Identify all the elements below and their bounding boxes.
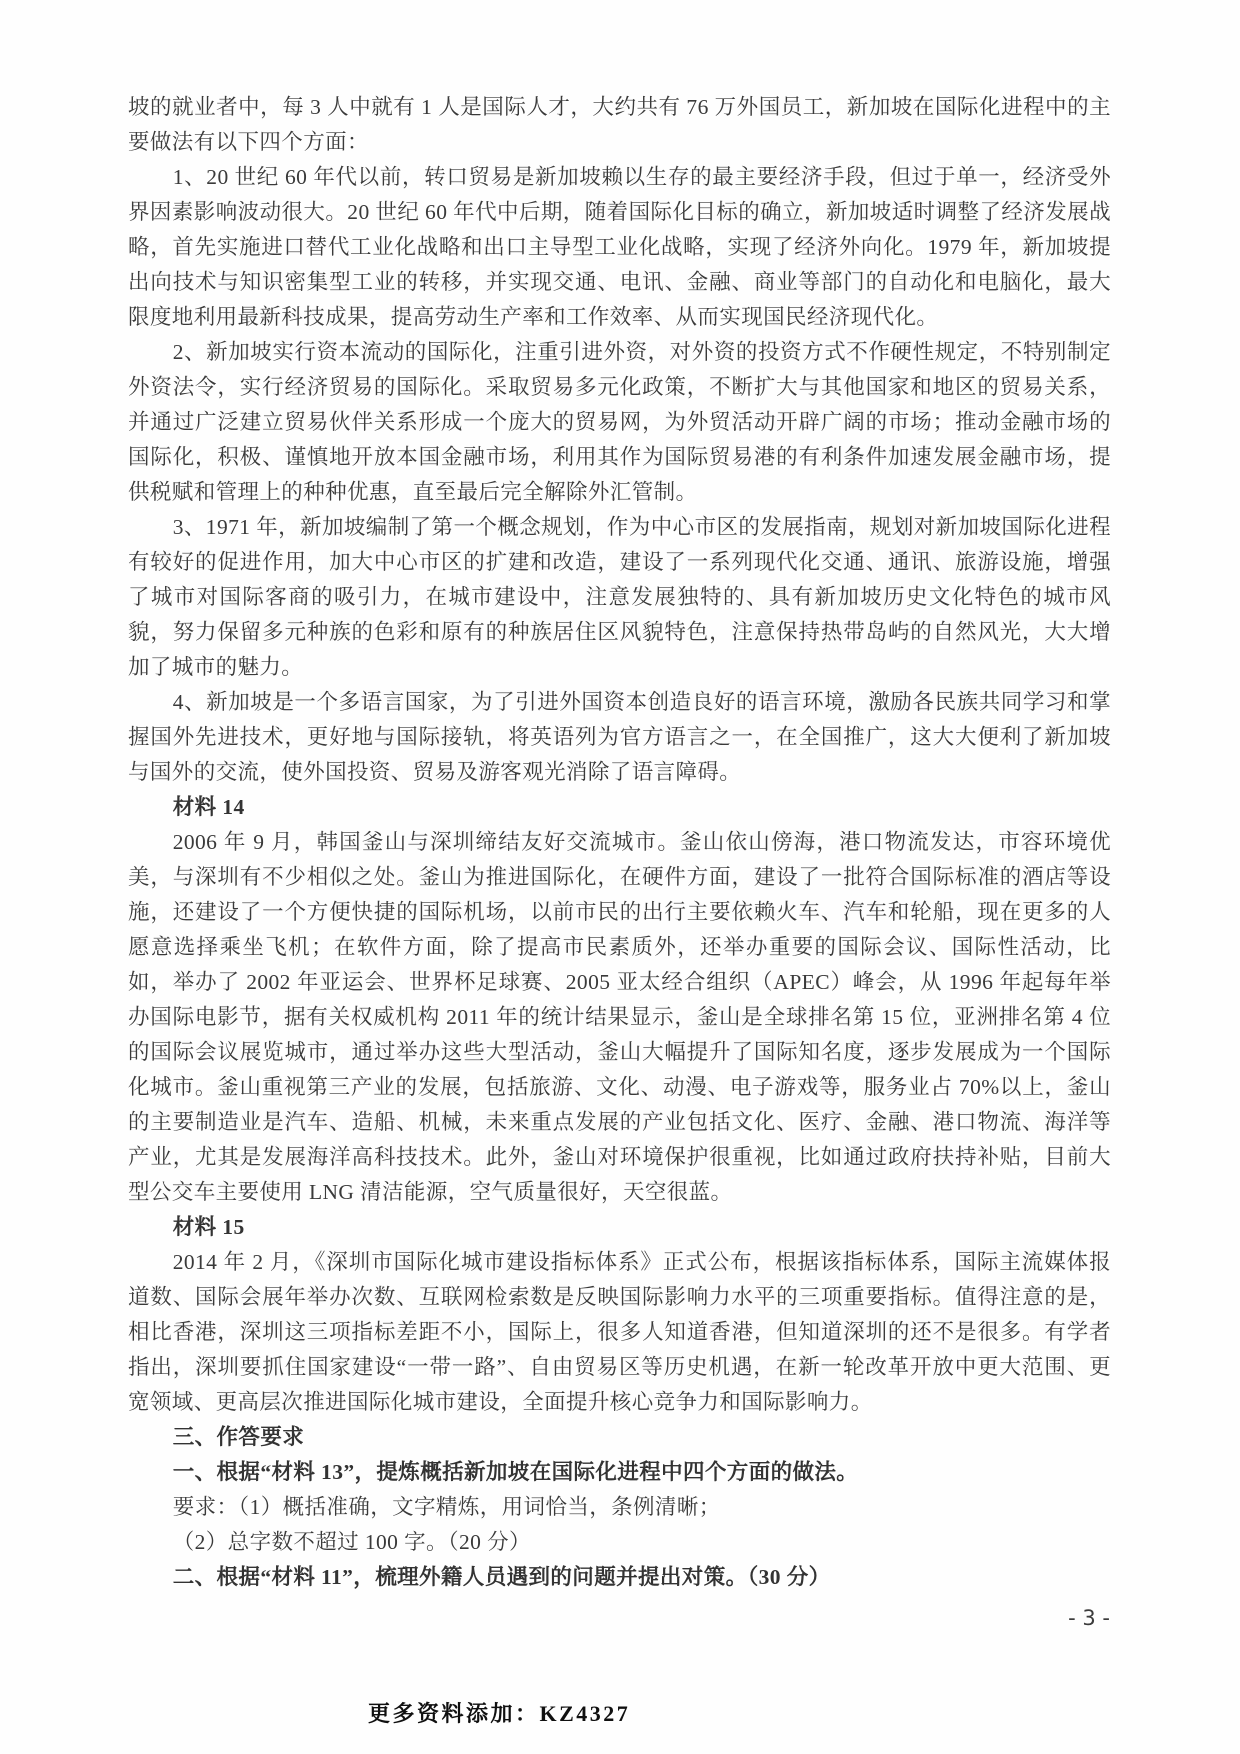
paragraph-point-4: 4、新加坡是一个多语言国家，为了引进外国资本创造良好的语言环境，激励各民族共同学习和掌握国外先进技术，更好地与国际接轨，将英语列为官方语言之一，在全国推广，这大大便利了新加坡与国外的交流，使外国投资、贸易及游客观光消除了语言障碍。 [128, 690, 1111, 784]
material-15-heading: 材料 15 [172, 1215, 245, 1239]
question-2-text: 二、根据“材料 11”，梳理外籍人员遇到的问题并提出对策。（30 分） [172, 1565, 831, 1589]
question-1-requirement-2: （2）总字数不超过 100 字。（20 分） [172, 1530, 531, 1554]
material-14-paragraph: 2006 年 9 月，韩国釜山与深圳缔结友好交流城市。釜山依山傍海，港口物流发达，市容环境优美，与深圳有不少相似之处。釜山为推进国际化，在硬件方面，建设了一批符合国际标准的酒店等设施，还建设了一个方便快捷的国际机场，以前市民的出行主要依赖火车、汽车和轮船，现在更多的人愿意选择乘坐飞机；在软件方面，除了提高市民素质外，还举办重要的国际会议、国际性活动，比如，举办了 2002 年亚运会、世界杯足球赛、2005 亚太经合组织（APEC）峰会，从 1996 年起每年举办国际电影节，据有关权威机构 2011 年的统计结果显示，釜山是全球排名第 15 位，亚洲排名第 4 位的国际会议展览城市，通过举办这些大型活动，釜山大幅提升了国际知名度，逐步发展成为一个国际化城市。釜山重视第三产业的发展，包括旅游、文化、动漫、电子游戏等，服务业占 70%以上，釜山的主要制造业是汽车、造船、机械，未来重点发展的产业包括文化、医疗、金融、港口物流、海洋等产业，尤其是发展海洋高科技技术。此外，釜山对环境保护很重视，比如通过政府扶持补贴，目前大型公交车主要使用 LNG 清洁能源，空气质量很好，天空很蓝。 [128, 830, 1111, 1204]
page-number: - 3 - [1068, 1606, 1110, 1630]
material-14-heading: 材料 14 [172, 795, 245, 819]
paragraph-continued-intro: 坡的就业者中，每 3 人中就有 1 人是国际人才，大约共有 76 万外国员工，新加坡在国际化进程中的主要做法有以下四个方面： [128, 95, 1111, 154]
question-1-text: 一、根据“材料 13”，提炼概括新加坡在国际化进程中四个方面的做法。 [172, 1460, 859, 1484]
document-body [128, 90, 1111, 1595]
paragraph-point-2: 2、新加坡实行资本流动的国际化，注重引进外资，对外资的投资方式不作硬性规定，不特别制定外资法令，实行经济贸易的国际化。采取贸易多元化政策，不断扩大与其他国家和地区的贸易关系，并通过广泛建立贸易伙伴关系形成一个庞大的贸易网，为外贸活动开辟广阔的市场；推动金融市场的国际化，积极、谨慎地开放本国金融市场，利用其作为国际贸易港的有利条件加速发展金融市场，提供税赋和管理上的种种优惠，直至最后完全解除外汇管制。 [128, 340, 1111, 504]
footer-watermark: 更多资料添加：KZ4327 [368, 1701, 631, 1726]
material-15-paragraph: 2014 年 2 月，《深圳市国际化城市建设指标体系》正式公布，根据该指标体系，国际主流媒体报道数、国际会展年举办次数、互联网检索数是反映国际影响力水平的三项重要指标。值得注意的是，相比香港，深圳这三项指标差距不小，国际上，很多人知道香港，但知道深圳的还不是很多。有学者指出，深圳要抓住国家建设“一带一路”、自由贸易区等历史机遇，在新一轮改革开放中更大范围、更宽领域、更高层次推进国际化城市建设，全面提升核心竞争力和国际影响力。 [128, 1250, 1111, 1414]
answer-requirements-heading: 三、作答要求 [172, 1425, 305, 1449]
question-1-requirement-1: 要求：（1）概括准确，文字精炼，用词恰当，条例清晰； [172, 1495, 721, 1519]
paragraph-point-3: 3、1971 年，新加坡编制了第一个概念规划，作为中心市区的发展指南，规划对新加坡国际化进程有较好的促进作用，加大中心市区的扩建和改造，建设了一系列现代化交通、通讯、旅游设施，增强了城市对国际客商的吸引力，在城市建设中，注意发展独特的、具有新加坡历史文化特色的城市风貌，努力保留多元种族的色彩和原有的种族居住区风貌特色，注意保持热带岛屿的自然风光，大大增加了城市的魅力。 [128, 515, 1111, 679]
paragraph-point-1: 1、20 世纪 60 年代以前，转口贸易是新加坡赖以生存的最主要经济手段，但过于单一，经济受外界因素影响波动很大。20 世纪 60 年代中后期，随着国际化目标的确立，新加坡适时调整了经济发展战略，首先实施进口替代工业化战略和出口主导型工业化战略，实现了经济外向化。1979 年，新加坡提出向技术与知识密集型工业的转移，并实现交通、电讯、金融、商业等部门的自动化和电脑化，最大限度地利用最新科技成果，提高劳动生产率和工作效率、从而实现国民经济现代化。 [128, 165, 1111, 329]
